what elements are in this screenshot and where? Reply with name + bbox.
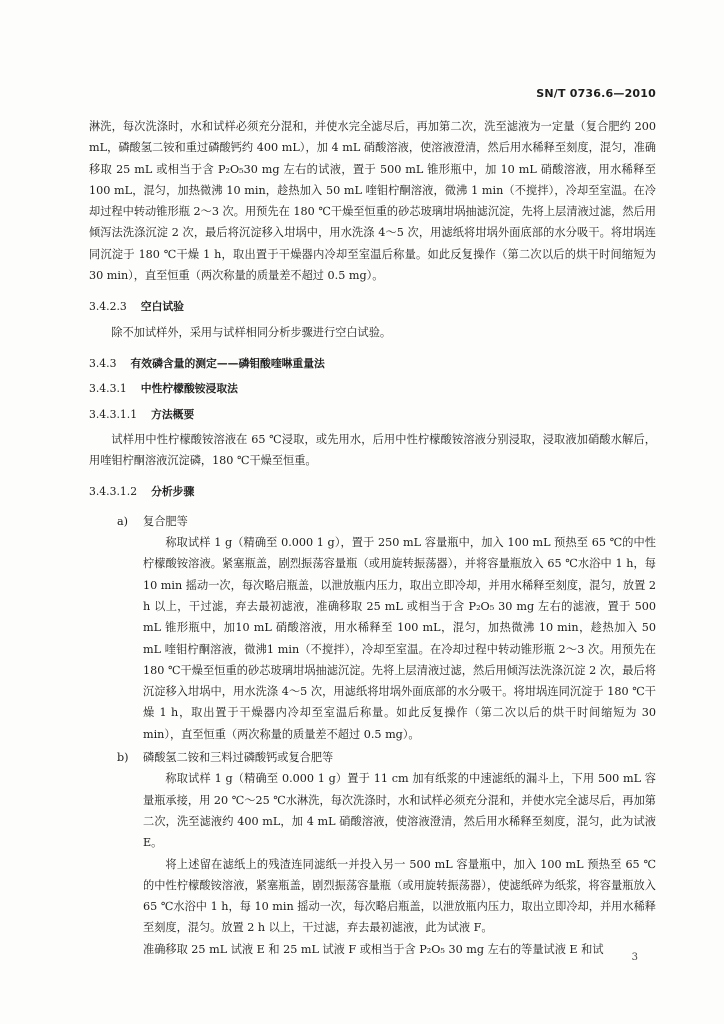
section-title: 中性柠檬酸铵浸取法 xyxy=(140,382,238,396)
section-heading-3431 xyxy=(89,378,656,399)
page-number: 3 xyxy=(631,952,638,963)
list-item-a-text: 称取试样 1 g（精确至 0.000 1 g），置于 250 mL 容量瓶中，加入 100 mL 预热至 65 ℃的中性柠檬酸铵溶液。紧塞瓶盖，剧烈振荡容量瓶（或用旋转振荡器），并将容量瓶放入 65 ℃水浴中 1 h，每 10 min 摇动一次，每次略启瓶盖，以泄放瓶内压力，取出立即冷却，并用水稀释至刻度，混匀，放置 2 h 以上，干过滤，弃去最初滤液，准确移取 25 mL 或相当于含 P₂O₅ 30 mg 左右的滤液，置于 500 mL 锥形瓶中，加10 mL 硝酸溶液，用水稀释至 100 mL，混匀，加热微沸 10 min，趁热加入 50 mL 喹钼柠酮溶液，微沸1 min（不搅拌），冷却至室温。在冷却过程中转动锥形瓶 2～3 次。用预先在 180 ℃干燥至恒重的砂芯玻璃坩埚抽滤沉淀。先将上层清液过滤，然后用倾泻法洗涤沉淀 2 次，最后将沉淀移入坩埚中，用水洗涤 4～5 次，用滤纸将坩埚外面底部的水分吸干。将坩埚连同沉淀于 180 ℃干燥 1 h，取出置于干燥器内冷却至室温后称量。如此反复操作（第二次以后的烘干时间缩短为 30 min），直至恒重（两次称量的质量差不超过 0.5 mg）。 xyxy=(143,536,656,741)
section-title: 方法概要 xyxy=(151,407,195,421)
list-item-b-text-3: 准确移取 25 mL 试液 E 和 25 mL 试液 F 或相当于含 P₂O₅ 30 mg 左右的等量试液 E 和试 xyxy=(143,942,604,956)
section-heading-3423 xyxy=(89,296,656,317)
list-item-b-label xyxy=(117,747,656,768)
list-item-a-title: 复合肥等 xyxy=(143,514,188,528)
list-item-b-text-2: 将上述留在滤纸上的残渣连同滤纸一并投入另一 500 mL 容量瓶中，加入 100 mL 预热至 65 ℃ 的中性柠檬酸铵溶液，紧塞瓶盖，剧烈振荡容量瓶（或用旋转振荡器），使滤纸碎为纸浆，将容量瓶放入65 ℃水浴中 1 h，每 10 min 摇动一次，每次略启瓶盖，以泄放瓶内压力，取出立即冷却，并用水稀释至刻度，混匀。放置 2 h 以上，干过滤，弃去最初滤液，此为试液 F。 xyxy=(143,857,656,935)
section-title: 有效磷含量的测定——磷钼酸喹啉重量法 xyxy=(130,356,325,370)
section-number: 3.4.2.3 xyxy=(89,300,127,314)
section-heading-343 xyxy=(89,353,656,374)
section-heading-34311 xyxy=(89,404,656,425)
list-marker-a: a) xyxy=(117,514,129,528)
section-title: 空白试验 xyxy=(140,300,184,314)
standard-code-header: SN/T 0736.6—2010 xyxy=(536,87,656,100)
paragraph-blank-test: 除不加试样外，采用与试样相同分析步骤进行空白试验。 xyxy=(111,325,392,339)
section-title: 分析步骤 xyxy=(151,485,195,499)
section-number: 3.4.3.1.2 xyxy=(89,485,138,499)
section-number: 3.4.3.1.1 xyxy=(89,407,138,421)
paragraph-continuation: 淋洗，每次洗涤时，水和试样必须充分混和，并使水完全滤尽后，再加第二次，洗至滤液为一定量（复合肥约 200 mL，磷酸氢二铵和重过磷酸钙约 400 mL），加 4 mL 硝酸溶液，使溶液澄清，然后用水稀释至刻度，混匀，准确移取 25 mL 或相当于含 P₂O₅30 mg 左右的试液，置于 500 mL 锥形瓶中，加 10 mL 硝酸溶液，用水稀释至 100 mL，混匀，加热微沸 10 min，趁热加入 50 mL 喹钼柠酮溶液，微沸 1 min（不搅拌），冷却至室温。在冷却过程中转动锥形瓶 2～3 次。用预先在 180 ℃干燥至恒重的砂芯玻璃坩埚抽滤沉淀，先将上层清液过滤，然后用倾泻法洗涤沉淀 2 次，最后将沉淀移入坩埚中，用水洗涤 4～5 次，用滤纸将坩埚外面底部的水分吸干。将坩埚连同沉淀于 180 ℃干燥 1 h，取出置于干燥器内冷却至室温后称量。如此反复操作（第二次以后的烘干时间缩短为 30 min），直至恒重（两次称量的质量差不超过 0.5 mg）。 xyxy=(89,120,656,283)
section-number: 3.4.3.1 xyxy=(89,382,127,396)
page-content xyxy=(89,116,656,960)
section-heading-34312 xyxy=(89,481,656,502)
list-item-b-text-1: 称取试样 1 g（精确至 0.000 1 g）置于 11 cm 加有纸浆的中速滤纸的漏斗上，下用 500 mL 容量瓶承接，用 20 ℃～25 ℃水淋洗，每次洗涤时，水和试样必须充分混和，并使水完全滤尽后，再加第二次，洗至滤液约 400 mL，加 4 mL 硝酸溶液，使溶液澄清，然后用水稀释至刻度，混匀，此为试液 E。 xyxy=(143,772,656,850)
list-item-b-title: 磷酸氢二铵和三料过磷酸钙或复合肥等 xyxy=(143,751,334,765)
paragraph-method-summary: 试样用中性柠檬酸铵溶液在 65 ℃浸取，或先用水，后用中性柠檬酸铵溶液分别浸取，浸取液加硝酸水解后，用喹钼柠酮溶液沉淀磷，180 ℃干燥至恒重。 xyxy=(89,432,656,468)
list-marker-b: b) xyxy=(117,751,129,765)
section-number: 3.4.3 xyxy=(89,356,117,370)
list-item-a-label xyxy=(117,511,656,532)
